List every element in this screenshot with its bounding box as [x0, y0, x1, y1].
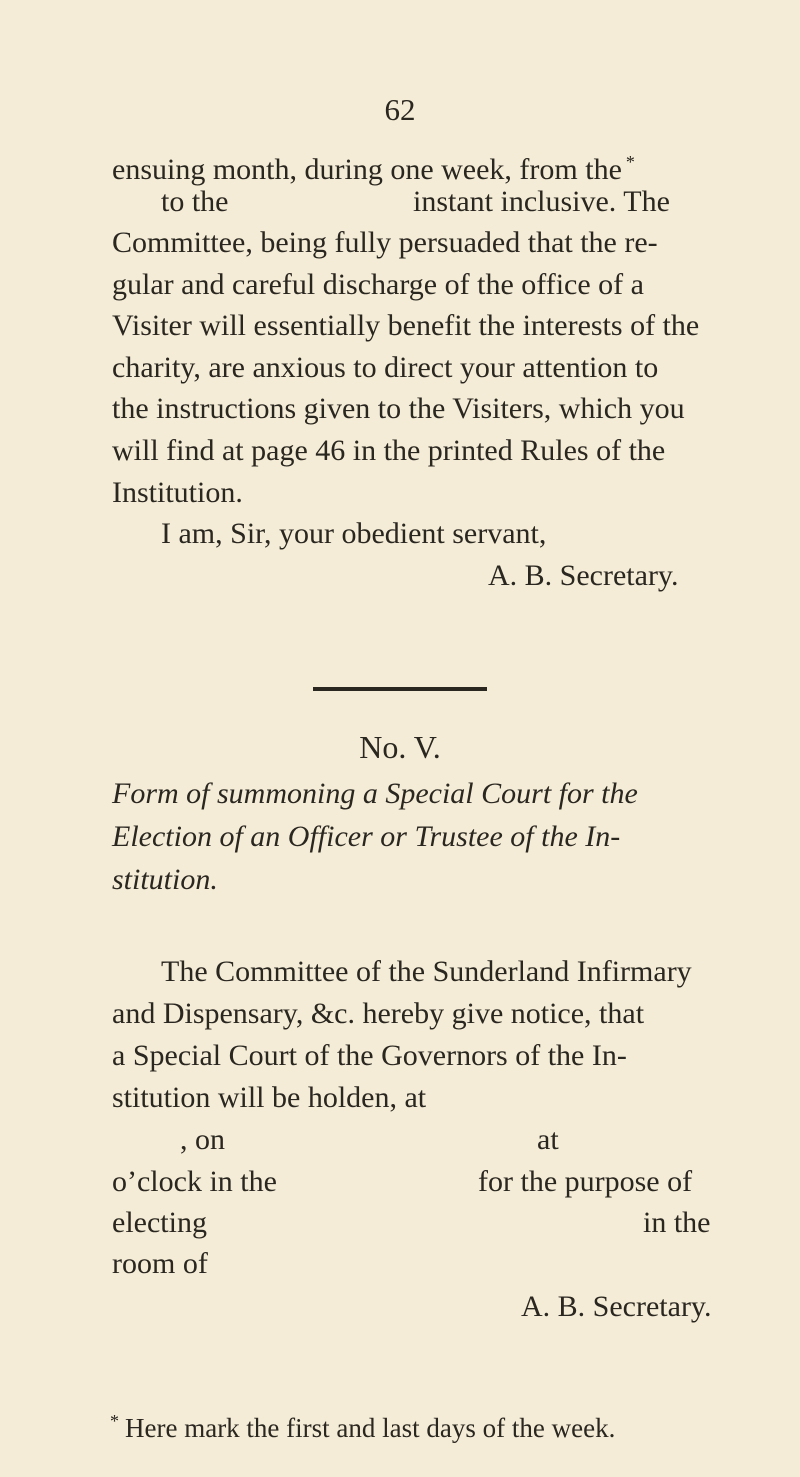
- letter-line-2b: instant inclusive. The: [413, 185, 670, 218]
- section-heading-line-3: stitution.: [112, 863, 218, 896]
- blank-on: , on: [180, 1123, 225, 1156]
- section-heading-line-1: Form of summoning a Special Court for the: [112, 777, 638, 810]
- section-divider: [313, 687, 487, 691]
- section-number: No. V.: [359, 729, 441, 765]
- blank-at: at: [537, 1123, 559, 1156]
- blank-purpose: for the purpose of: [478, 1165, 693, 1198]
- blank-in-the: in the: [643, 1206, 711, 1239]
- footnote: [110, 1404, 615, 1445]
- notice-line-4: stitution will be holden, at: [112, 1081, 427, 1114]
- letter-closing: I am, Sir, your obedient servant,: [161, 517, 547, 550]
- section-heading-line-2: Election of an Officer or Trustee of the In-: [112, 820, 621, 853]
- footnote-mark: *: [625, 152, 635, 172]
- letter-line-8: will find at page 46 in the printed Rules of the: [112, 434, 666, 467]
- letter-line-3: Committee, being fully persuaded that the re-: [112, 226, 658, 259]
- notice-signature: A. B. Secretary.: [521, 1290, 712, 1323]
- letter-line-7: the instructions given to the Visiters, which you: [112, 392, 685, 425]
- letter-signature: A. B. Secretary.: [488, 559, 679, 592]
- blank-room-of: room of: [112, 1247, 208, 1280]
- notice-line-2: and Dispensary, &c. hereby give notice, that: [112, 997, 645, 1030]
- footnote-star: *: [110, 1411, 119, 1431]
- letter-line-2a: to the: [161, 185, 229, 218]
- page-number: 62: [384, 92, 416, 127]
- blank-oclock: o’clock in the: [112, 1165, 277, 1198]
- letter-line-4: gular and careful discharge of the office of a: [112, 268, 644, 301]
- letter-line-6: charity, are anxious to direct your attention to: [112, 351, 659, 384]
- letter-line-9: Institution.: [112, 476, 243, 509]
- letter-line-1: ensuing month, during one week, from the *: [112, 152, 635, 186]
- notice-line-3: a Special Court of the Governors of the In-: [112, 1039, 627, 1072]
- letter-line-5: Visiter will essentially benefit the interests of the: [112, 309, 700, 342]
- notice-line-1: The Committee of the Sunderland Infirmary: [161, 955, 692, 988]
- footnote-text: Here mark the first and last days of the week.: [125, 1413, 616, 1443]
- blank-electing: electing: [112, 1206, 207, 1239]
